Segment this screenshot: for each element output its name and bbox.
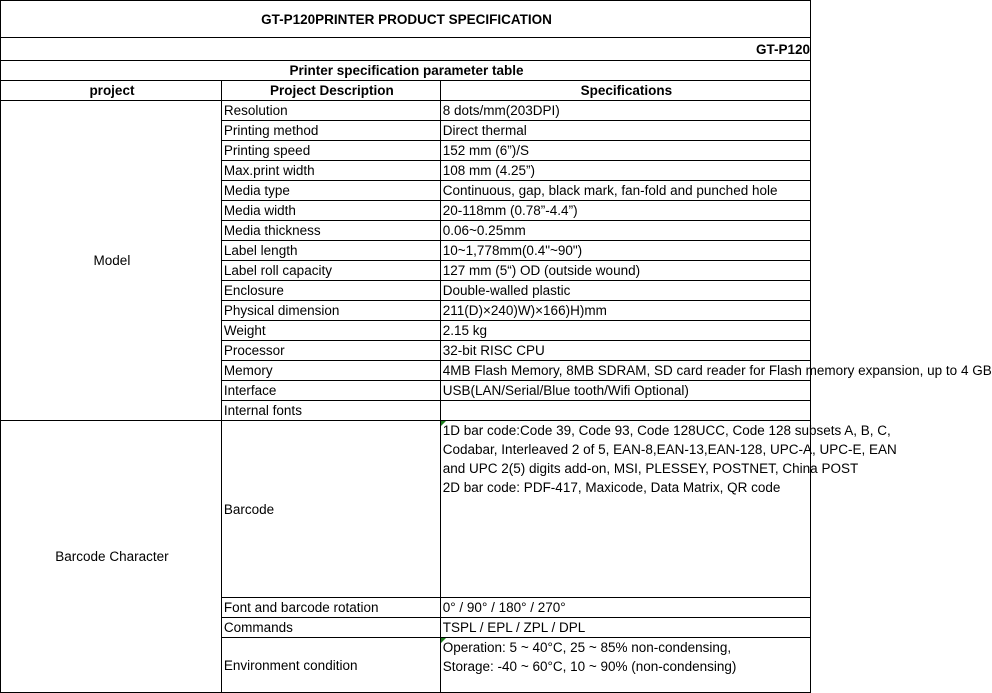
row-label-rotation: Font and barcode rotation [221, 598, 440, 618]
row-label-commands: Commands [221, 618, 440, 638]
row-value-printing-method: Direct thermal [440, 121, 810, 141]
row-label-label-length: Label length [221, 241, 440, 261]
row-value-max-print-width: 108 mm (4.25”) [440, 161, 810, 181]
row-label-label-roll-capacity: Label roll capacity [221, 261, 440, 281]
row-value-label-length: 10~1,778mm(0.4"~90") [440, 241, 810, 261]
row-label-printing-speed: Printing speed [221, 141, 440, 161]
row-label-processor: Processor [221, 341, 440, 361]
row-label-media-width: Media width [221, 201, 440, 221]
header-description: Project Description [221, 81, 440, 101]
barcode-upc-line: and UPC 2(5) digits add-on, MSI, PLESSEY, POSTNET, China POST [442, 461, 859, 476]
table-title: Printer specification parameter table [1, 61, 811, 81]
row-value-resolution: 8 dots/mm(203DPI) [440, 101, 810, 121]
row-label-memory: Memory [221, 361, 440, 381]
barcode-2d-line: 2D bar code: PDF-417, Maxicode, Data Matrix, QR code [442, 480, 781, 495]
row-value-physical-dimension: 211(D)×240)W)×166)H)mm [440, 301, 810, 321]
barcode-1d-line: 1D bar code:Code 39, Code 93, Code 128UCC, Code 128 subsets A, B, C, [442, 423, 891, 438]
row-value-printing-speed: 152 mm (6”)/S [440, 141, 810, 161]
row-value-memory: 4MB Flash Memory, 8MB SDRAM, SD card reader for Flash memory expansion, up to 4 GB [440, 361, 810, 381]
row-value-processor: 32-bit RISC CPU [440, 341, 810, 361]
row-label-environment: Environment condition [221, 638, 440, 693]
row-label-resolution: Resolution [221, 101, 440, 121]
row-value-enclosure: Double-walled plastic [440, 281, 810, 301]
row-label-media-thickness: Media thickness [221, 221, 440, 241]
document-title: GT-P120PRINTER PRODUCT SPECIFICATION [1, 1, 811, 38]
group-model: Model [1, 101, 222, 421]
row-value-label-roll-capacity: 127 mm (5“) OD (outside wound) [440, 261, 810, 281]
row-label-physical-dimension: Physical dimension [221, 301, 440, 321]
environment-storage-line: Storage: -40 ~ 60°C, 10 ~ 90% (non-condensing) [442, 659, 737, 674]
row-value-weight: 2.15 kg [440, 321, 810, 341]
row-value-interface: USB(LAN/Serial/Blue tooth/Wifi Optional) [440, 381, 810, 401]
row-label-max-print-width: Max.print width [221, 161, 440, 181]
row-label-enclosure: Enclosure [221, 281, 440, 301]
header-project: project [1, 81, 222, 101]
model-number: GT-P120 [1, 38, 811, 61]
row-value-commands: TSPL / EPL / ZPL / DPL [440, 618, 810, 638]
row-label-internal-fonts: Internal fonts [221, 401, 440, 421]
group-barcode-character: Barcode Character [1, 421, 222, 693]
row-label-media-type: Media type [221, 181, 440, 201]
row-value-environment [440, 638, 810, 693]
row-label-barcode: Barcode [221, 421, 440, 598]
header-specifications: Specifications [440, 81, 810, 101]
row-value-media-width: 20-118mm (0.78”-4.4”) [440, 201, 810, 221]
row-value-internal-fonts [440, 401, 810, 421]
row-value-barcode [440, 421, 897, 598]
row-label-printing-method: Printing method [221, 121, 440, 141]
row-value-rotation: 0° / 90° / 180° / 270° [440, 598, 810, 618]
barcode-codabar-line: Codabar, Interleaved 2 of 5, EAN-8,EAN-13,EAN-128, UPC-A, UPC-E, EAN [442, 442, 897, 457]
row-label-weight: Weight [221, 321, 440, 341]
environment-operation-line: Operation: 5 ~ 40°C, 25 ~ 85% non-condensing, [442, 640, 732, 655]
row-value-media-type: Continuous, gap, black mark, fan-fold and punched hole [440, 181, 810, 201]
row-value-media-thickness: 0.06~0.25mm [440, 221, 810, 241]
row-label-interface: Interface [221, 381, 440, 401]
